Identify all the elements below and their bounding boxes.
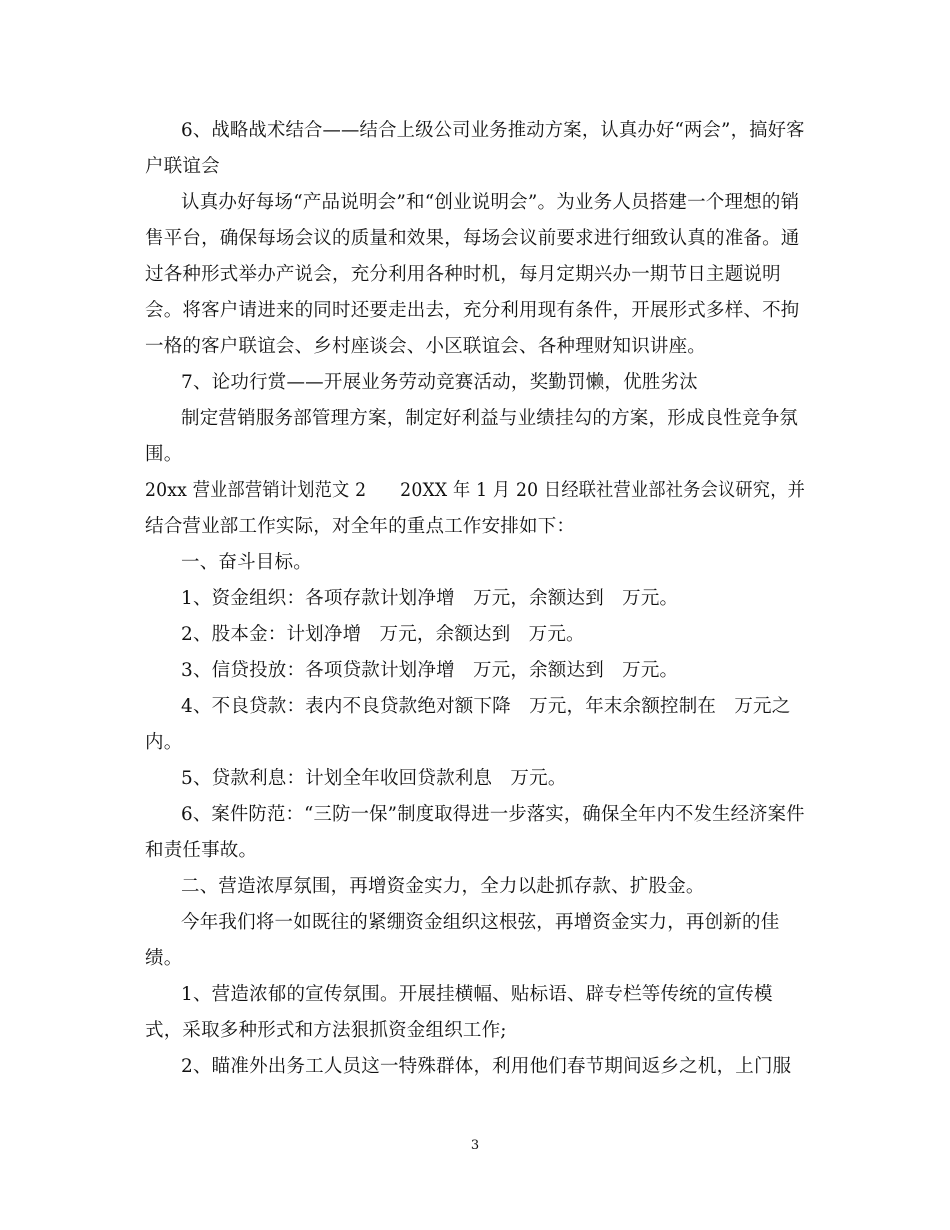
text-line: 户联谊会: [145, 156, 220, 177]
text-line: 内。: [145, 732, 183, 753]
text-line: 1、资金组织：各项存款计划净增 万元，余额达到 万元。: [181, 588, 679, 609]
text-line: 1、营造浓郁的宣传氛围。开展挂横幅、贴标语、辟专栏等传统的宣传模: [181, 984, 773, 1005]
text-line: 今年我们将一如既往的紧绷资金组织这根弦，再增资金实力，再创新的佳: [181, 912, 780, 933]
text-line: 认真办好每场“产品说明会”和“创业说明会”。为业务人员搭建一个理想的销: [181, 192, 800, 213]
text-line: 6、案件防范：“三防一保”制度取得进一步落实，确保全年内不发生经济案件: [181, 804, 805, 825]
text-line: 绩。: [145, 948, 183, 969]
text-line: 2、瞄准外出务工人员这一特殊群体，利用他们春节期间返乡之机，上门服: [181, 1056, 792, 1077]
text-line: 3、信贷投放：各项贷款计划净增 万元，余额达到 万元。: [181, 660, 679, 681]
text-line: 售平台，确保每场会议的质量和效果，每场会议前要求进行细致认真的准备。通: [145, 228, 800, 249]
text-line: 一、奋斗目标。: [181, 552, 312, 573]
text-line: 4、不良贷款：表内不良贷款绝对额下降 万元，年末余额控制在 万元之: [181, 696, 791, 717]
text-line: 5、贷款利息：计划全年收回贷款利息 万元。: [181, 768, 567, 789]
text-line: 过各种形式举办产说会，充分利用各种时机，每月定期兴办一期节日主题说明: [145, 264, 781, 285]
text-line: 一格的客户联谊会、乡村座谈会、小区联谊会、各种理财知识讲座。: [145, 336, 707, 357]
text-line: 结合营业部工作实际，对全年的重点工作安排如下：: [145, 516, 576, 537]
text-line: 7、论功行赏——开展业务劳动竞赛活动，奖勤罚懒，优胜劣汰: [181, 372, 698, 393]
text-line: 会。将客户请进来的同时还要走出去，充分利用现有条件，开展形式多样、不拘: [145, 300, 800, 321]
text-line: 制定营销服务部管理方案，制定好利益与业绩挂勾的方案，形成良性竞争氛: [181, 408, 799, 429]
text-line: 和责任事故。: [145, 840, 258, 861]
text-line: 围。: [145, 444, 183, 465]
text-line: 2、股本金：计划净增 万元，余额达到 万元。: [181, 624, 585, 645]
text-line: 二、营造浓厚氛围，再增资金实力，全力以赴抓存款、扩股金。: [181, 876, 705, 897]
text-line: 20xx 营业部营销计划范文 2 20XX 年 1 月 20 日经联社营业部社务会议研究，并: [145, 480, 806, 501]
text-line: 6、战略战术结合——结合上级公司业务推动方案，认真办好“两会”，搞好客: [181, 120, 805, 141]
page-number: 3: [470, 1138, 480, 1153]
text-line: 式，采取多种形式和方法狠抓资金组织工作;: [145, 1020, 507, 1041]
